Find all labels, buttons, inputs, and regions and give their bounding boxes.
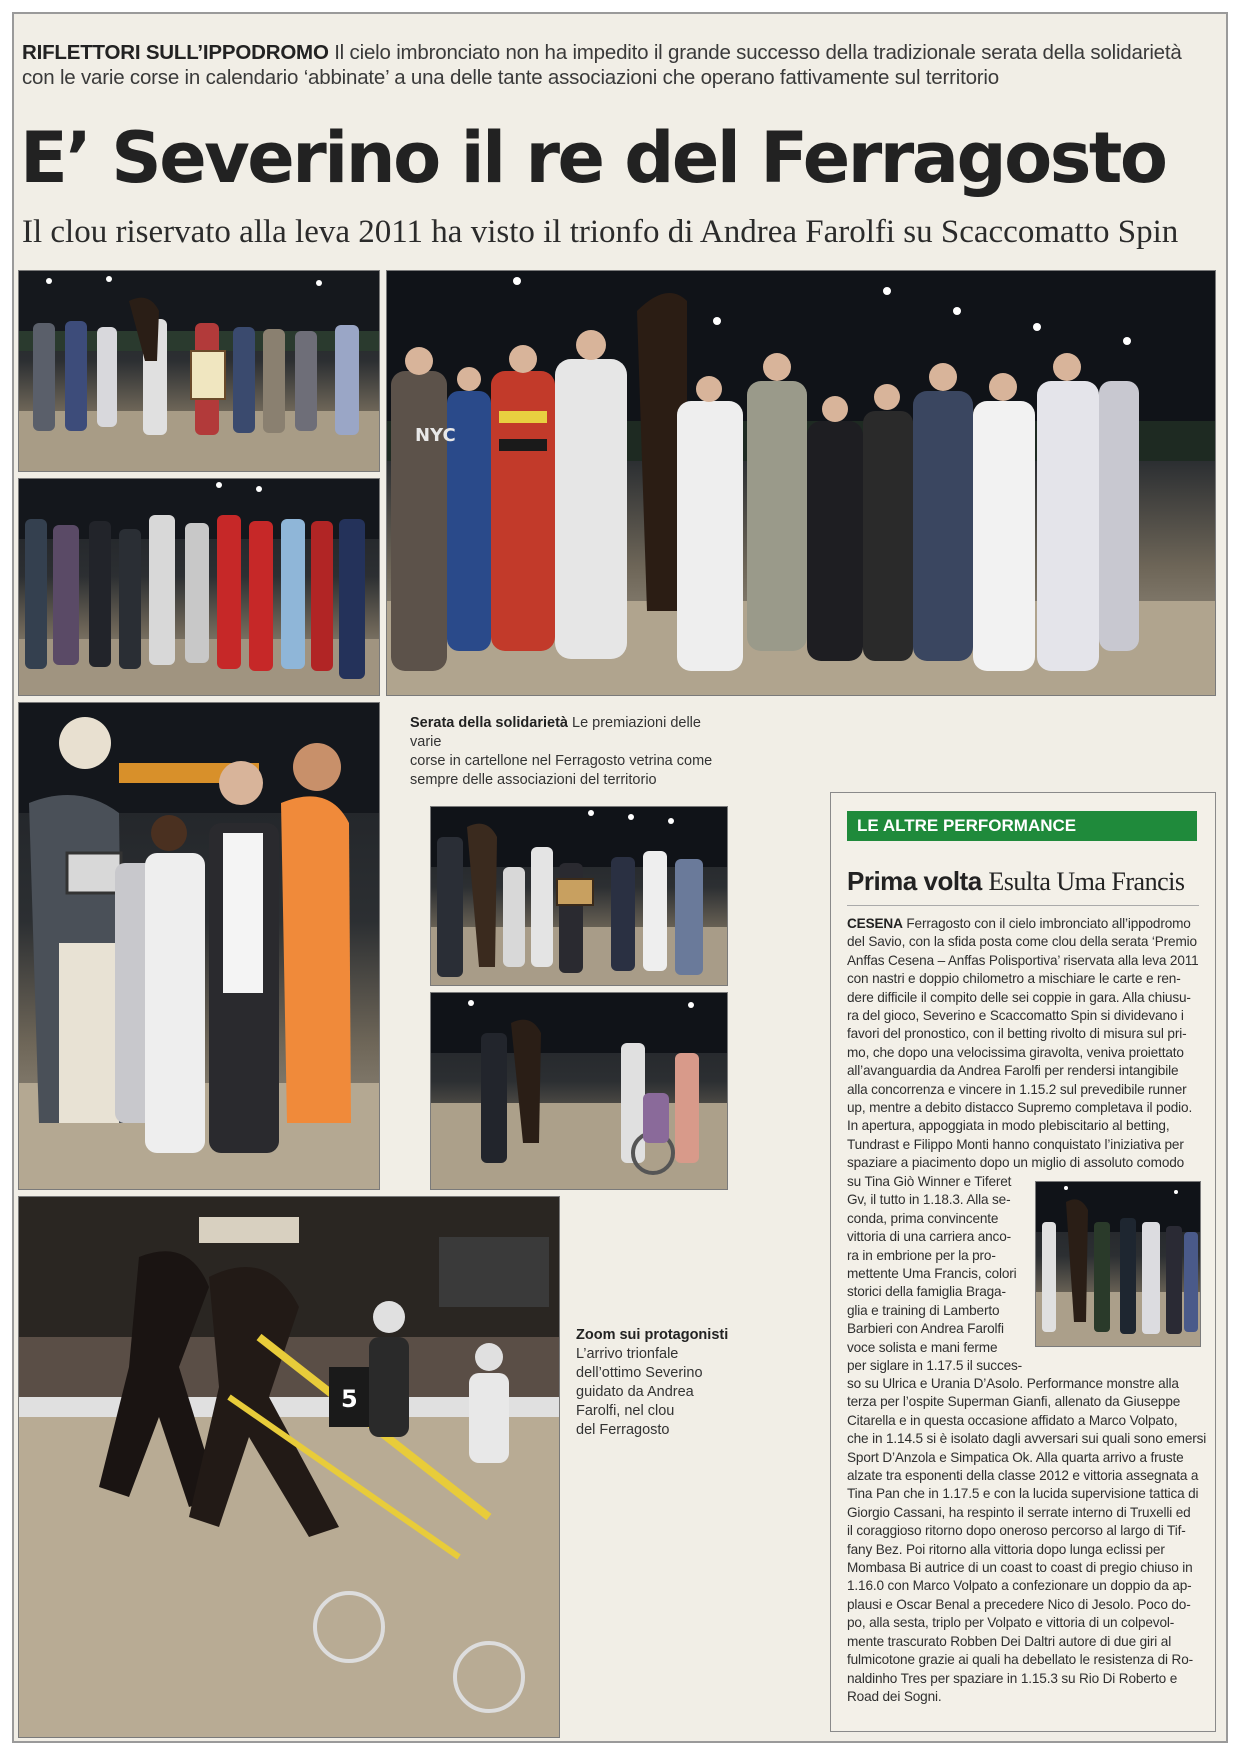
body-line: all’avanguardia da Andrea Farolfi per rendersi intangibile (847, 1063, 1179, 1079)
body-line: Gv, il tutto in 1.18.3. Alla se- (847, 1192, 1011, 1208)
body-line: Barbieri con Andrea Farolfi (847, 1321, 1004, 1337)
body-line: so su Ulrica e Urania D’Asolo. Performance monstre alla (847, 1376, 1179, 1391)
kicker-line-2: con le varie corse in calendario ‘abbinate’ a una delle tante associazioni che operano fattivamente sul territorio (22, 66, 999, 89)
photo-winners-group (386, 270, 1216, 696)
body-line: conda, prima convincente (847, 1210, 999, 1226)
body-line: alzate tra esponenti della classe 2012 e vittoria assegnata a (847, 1468, 1199, 1484)
body-line: su Tina Giò Winner e Tiferet (847, 1174, 1012, 1189)
body-line: spaziare a piacimento dopo un miglio di assoluto comodo (847, 1155, 1185, 1171)
sidebar-tag: LE ALTRE PERFORMANCE (847, 811, 1197, 841)
caption-zoom-line: del Ferragosto (576, 1422, 670, 1438)
sidebar-body-narrow (847, 1173, 1033, 1375)
photo-award-group-1 (18, 270, 380, 472)
subhead: Il clou riservato alla leva 2011 ha visto il trionfo di Andrea Farolfi su Scaccomatto Spin (22, 214, 1179, 250)
sidebar-body-top (847, 915, 1203, 1173)
body-line: up, mentre a debito distacco Supremo completava il podio. (847, 1100, 1193, 1116)
body-line: alla concorrenza e vincere in 1.15.2 sul prevedibile runner (847, 1081, 1187, 1097)
sidebar-title (847, 865, 1207, 898)
saddle-number: 5 (341, 1385, 358, 1413)
body-line: Citarella e in questa occasione affidato a Marco Volpato, (847, 1412, 1178, 1428)
body-line: Anffas Cesena – Anffas Polisportiva’ riservata alla leva 2011 (847, 952, 1199, 968)
body-line: per siglare in 1.17.5 il succes- (847, 1358, 1023, 1374)
body-line: del Savio, con la sfida posta come clou della serata ‘Premio (847, 934, 1197, 950)
newspaper-page (12, 12, 1228, 1743)
body-line: Mombasa Bi autrice di un coast to coast di pregio chiuso in (847, 1560, 1193, 1576)
headline: E’ Severino il re del Ferragosto (20, 117, 1166, 199)
photo-award-wheelchair (430, 992, 728, 1190)
kicker-line-1: Il cielo imbronciato non ha impedito il grande successo della tradizionale serata della solidarietà (334, 41, 1182, 64)
sidebar-title-kicker: Prima volta (847, 866, 982, 896)
caption-solidarieta-line: corse in cartellone nel Ferragosto vetrina come (410, 753, 713, 769)
body-line: plausi e Oscar Benal a precedere Nico di Jesolo. Poco do- (847, 1596, 1191, 1612)
kicker (22, 40, 1222, 90)
body-line: po, alla sesta, triplo per Volpato e vittoria di un colpevol- (847, 1615, 1175, 1631)
photo-award-small-1 (430, 806, 728, 986)
caption-zoom-line: Farolfi, nel clou (576, 1403, 675, 1419)
photo-award-group-2 (18, 478, 380, 696)
body-line: storici della famiglia Braga- (847, 1284, 1006, 1300)
kicker-tag: RIFLETTORI SULL’IPPODROMO (22, 41, 329, 64)
body-line: mettente Uma Francis, colori (847, 1266, 1017, 1282)
caption-zoom-line: dell’ottimo Severino (576, 1365, 703, 1381)
caption-zoom-title: Zoom sui protagonisti (576, 1327, 729, 1343)
body-line: Road dei Sogni. (847, 1688, 942, 1704)
caption-zoom (576, 1326, 736, 1440)
caption-solidarieta-line: sempre delle associazioni del territorio (410, 772, 657, 788)
caption-solidarieta (410, 714, 730, 790)
sidebar-dateline: CESENA (847, 916, 903, 931)
sidebar-box (830, 792, 1216, 1732)
body-line: Giorgio Cassani, ha respinto il serrate interno di Truxelli ed (847, 1504, 1191, 1520)
body-line: che in 1.14.5 si è isolato dagli avversari sui quali sono emersi (847, 1431, 1207, 1447)
sidebar-title-text: Esulta Uma Francis (988, 867, 1185, 896)
sidebar-rule (847, 905, 1199, 906)
body-line: vittoria di una carriera anco- (847, 1229, 1011, 1245)
body-line: Ferragosto con il cielo imbronciato all’ippodromo (906, 916, 1191, 931)
body-line: In apertura, appoggiata in modo plebiscitario al betting, (847, 1118, 1170, 1134)
body-line: naldinho Tres per spaziare in 1.15.3 su Rio Di Roberto e (847, 1670, 1178, 1686)
body-line: mo, che dopo una velocissima giravolta, veniva proiettato (847, 1044, 1184, 1060)
photo-driver-trophy (18, 702, 380, 1190)
body-line: ra in embrione per la pro- (847, 1247, 996, 1263)
body-line: glia e training di Lamberto (847, 1302, 1000, 1318)
body-line: fulmicotone grazie ai quali ha debellato le resistenza di Ro- (847, 1652, 1194, 1668)
body-line: con nastri e doppio chilometro a mischiare le carte e ren- (847, 971, 1181, 987)
caption-solidarieta-title: Serata della solidarietà (410, 715, 568, 731)
photo-uma-francis (1035, 1181, 1201, 1347)
caption-solidarieta-line: Le premiazioni delle varie (410, 715, 701, 750)
sidebar-body-bottom (847, 1375, 1207, 1706)
body-line: fany Bez. Poi ritorno alla vittoria dopo lunga eclissi per (847, 1541, 1165, 1557)
body-line: dere difficile il compito delle sei coppie in gara. Alla chiusu- (847, 989, 1191, 1005)
body-line: mente trascurato Robben Dei Daltri autore di due giri al (847, 1633, 1172, 1649)
body-line: Tina Pan che in 1.17.5 e con la lucida supervisione tattica di (847, 1486, 1199, 1502)
body-line: terza per l’ospite Superman Gianfi, allenato da Giuseppe (847, 1394, 1181, 1410)
body-line: il coraggioso ritorno dopo oneroso percorso al largo di Tif- (847, 1523, 1186, 1539)
body-line: 1.16.0 con Marco Volpato a confezionare un doppio da ap- (847, 1578, 1192, 1594)
caption-zoom-line: guidato da Andrea (576, 1384, 694, 1400)
photo-race-finish (18, 1196, 560, 1738)
body-line: Sport D’Anzola e Simpatica Ok. Alla quarta arrivo a fruste (847, 1449, 1184, 1465)
body-line: voce solista e mani ferme (847, 1339, 998, 1355)
body-line: Tundrast e Filippo Monti hanno conquistato l’iniziativa per (847, 1136, 1184, 1152)
body-line: ra del gioco, Severino e Scaccomatto Spin si dividevano i (847, 1008, 1184, 1024)
caption-zoom-line: L’arrivo trionfale (576, 1346, 679, 1362)
shirt-text: NYC (415, 425, 456, 446)
body-line: favori del pronostico, con il betting rivolto di misura sul pri- (847, 1026, 1187, 1042)
